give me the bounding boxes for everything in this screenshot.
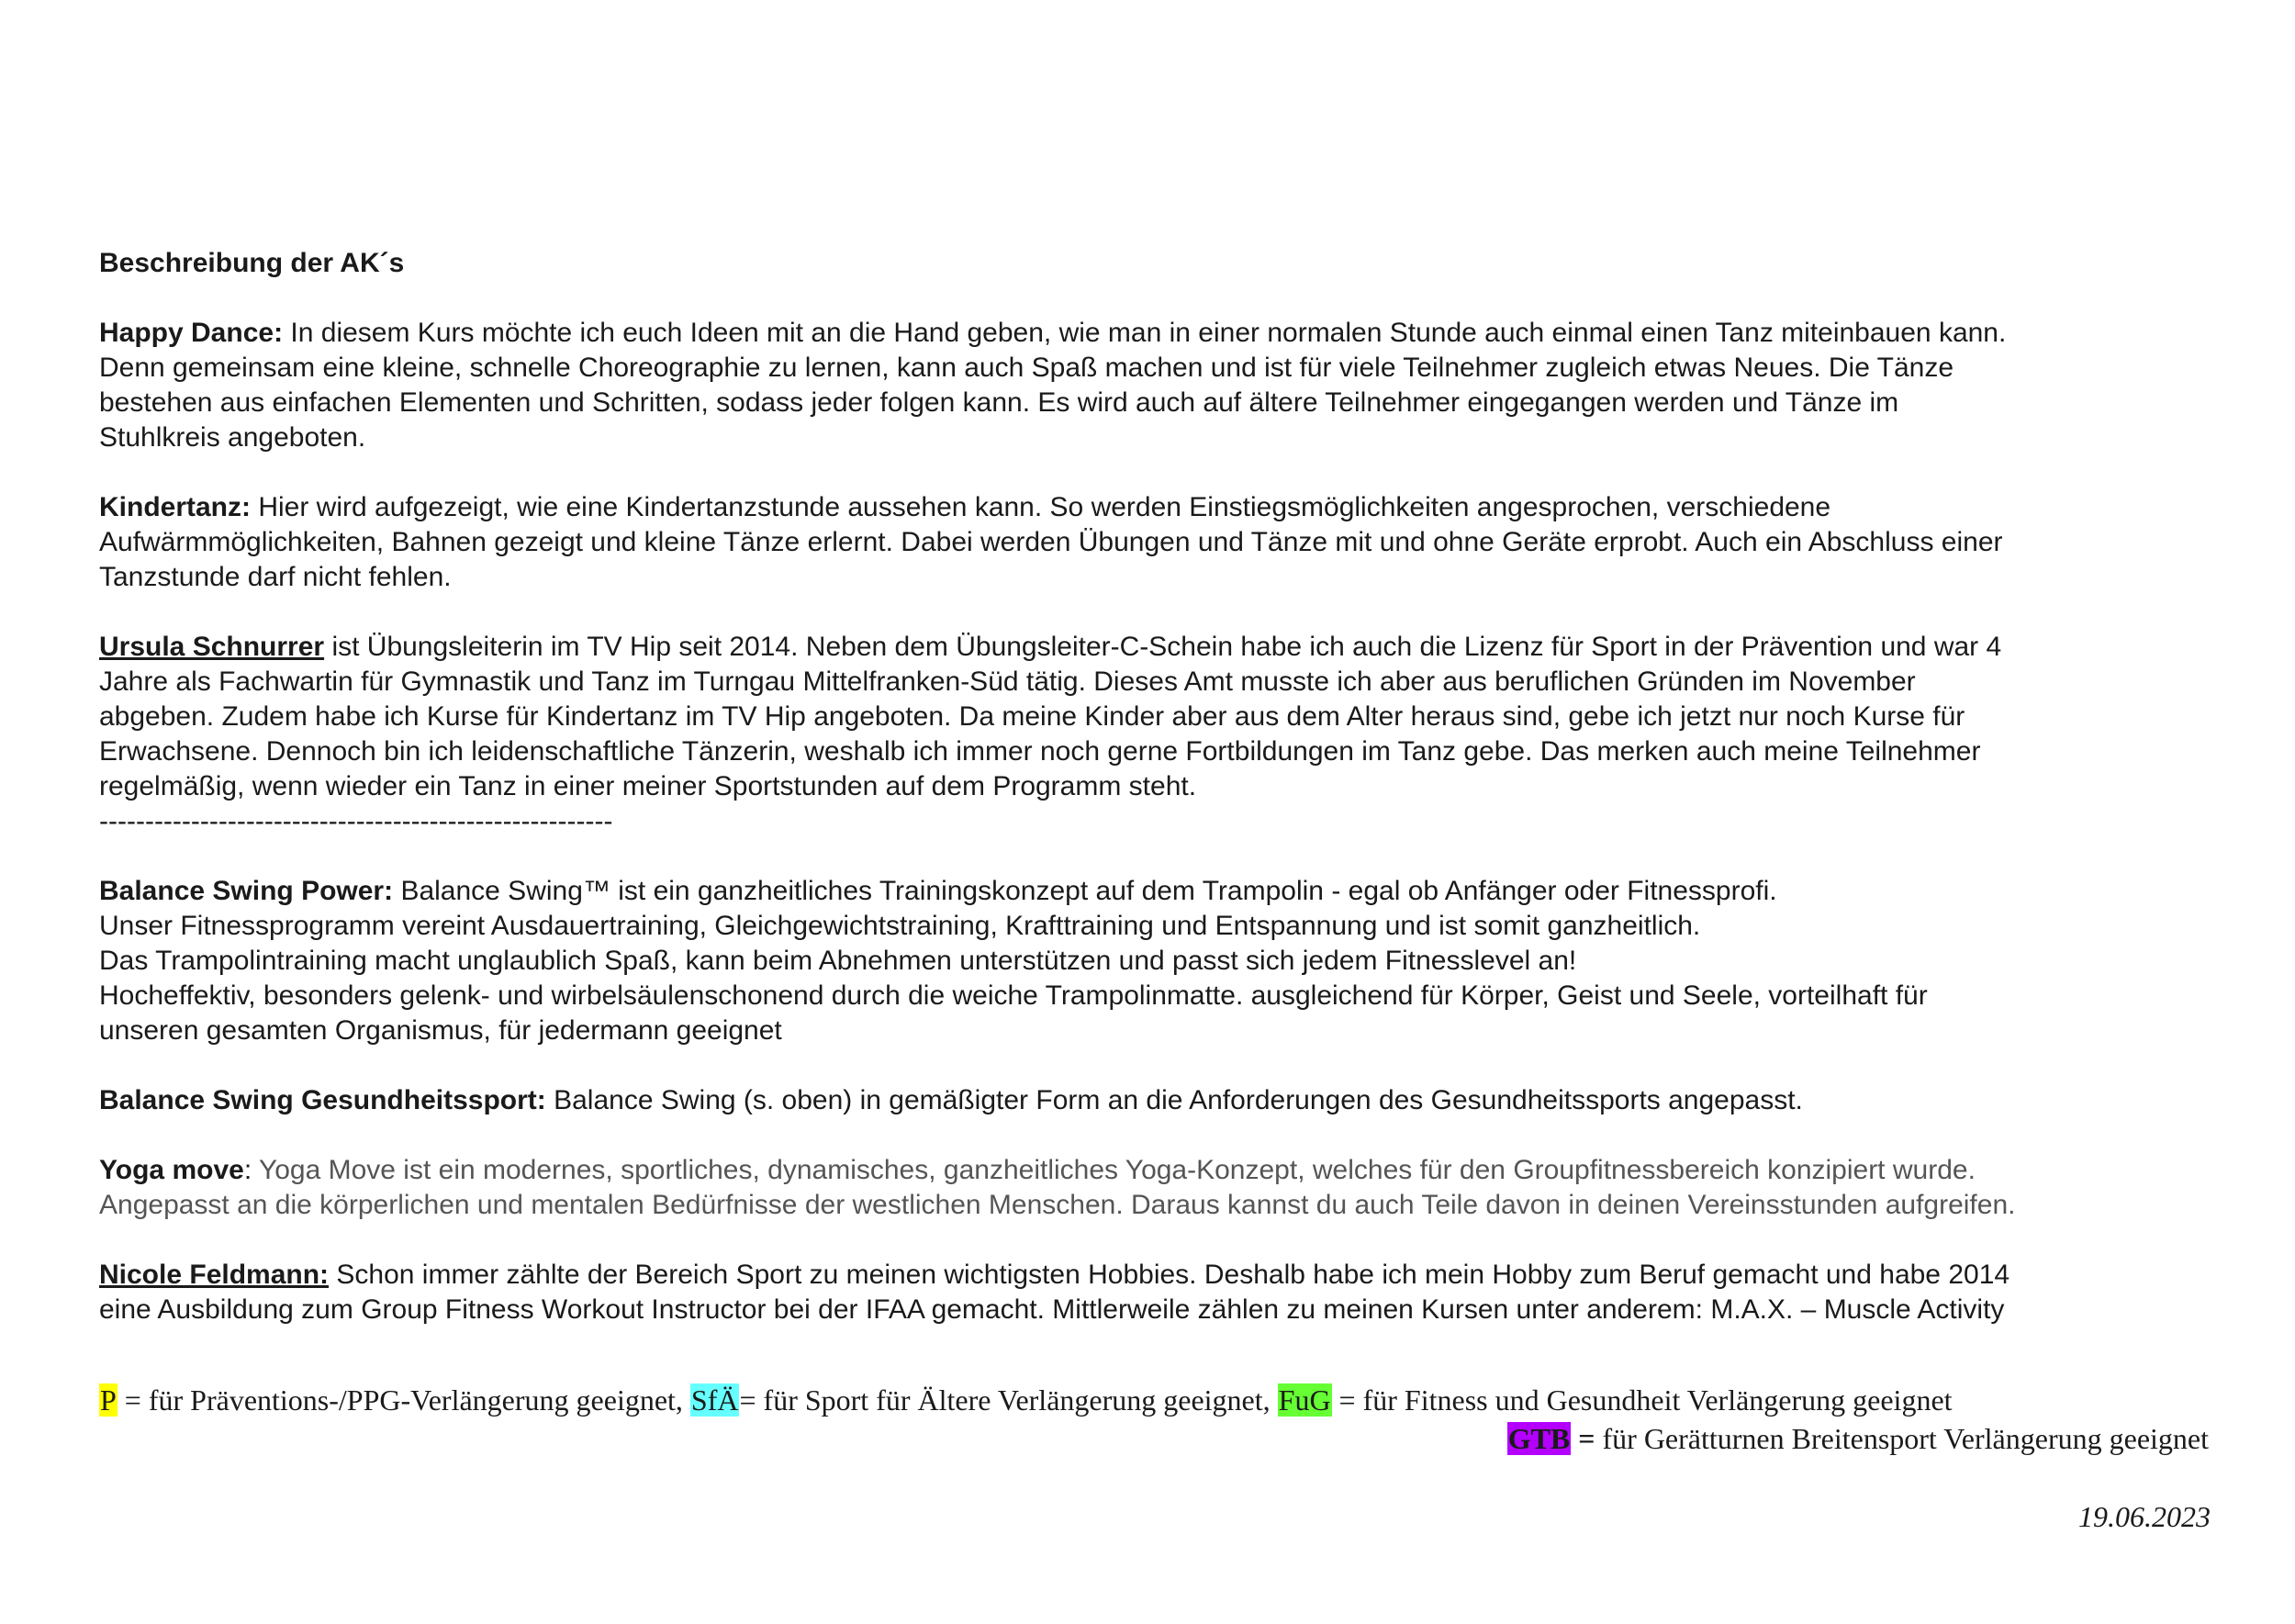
- section-yoga-move: [99, 1153, 2211, 1223]
- instructor-name: Ursula Schnurrer: [99, 632, 325, 662]
- text-line: [99, 316, 2211, 351]
- text-line: bestehen aus einfachen Elementen und Schritten, sodass jeder folgen kann. Es wird auch auf ältere Teilnehmer eingegangen werden und Tänze im: [99, 387, 1899, 418]
- document-body: [99, 246, 2211, 1327]
- legend-text: = für Sport für Ältere Verlängerung geeignet,: [739, 1383, 1278, 1417]
- legend-text: = für Fitness und Gesundheit Verlängerung geeignet: [1331, 1383, 1953, 1417]
- tag-gtb-highlight: GTB: [1507, 1422, 1571, 1455]
- section-text: In diesem Kurs möchte ich euch Ideen mit an die Hand geben, wie man in einer normalen Stunde auch einmal einen Tanz miteinbauen kann.: [290, 318, 2007, 348]
- section-title: Kindertanz:: [99, 492, 251, 522]
- text-line: Erwachsene. Dennoch bin ich leidenschaftliche Tänzerin, weshalb ich immer noch gerne Fortbildungen im Tanz gebe. Das merken auch meine Teilnehmer: [99, 736, 1981, 767]
- text-line: unseren gesamten Organismus, für jedermann geeignet: [99, 1015, 782, 1046]
- text-line: [99, 490, 2211, 525]
- section-title: Yoga move: [99, 1155, 244, 1185]
- text-line: Aufwärmmöglichkeiten, Bahnen gezeigt und kleine Tänze erlernt. Dabei werden Übungen und Tänze mit und ohne Geräte erprobt. Auch ein Abschluss einer: [99, 527, 2003, 557]
- section-nicole-feldmann: [99, 1258, 2211, 1327]
- text-line: [99, 630, 2211, 665]
- text-line: Unser Fitnessprogramm vereint Ausdauertraining, Gleichgewichtstraining, Krafttraining und Entspannung und ist somit ganzheitlich.: [99, 911, 1701, 941]
- section-happy-dance: [99, 316, 2211, 455]
- section-text: Balance Swing (s. oben) in gemäßigter Form an die Anforderungen des Gesundheitssports angepasst.: [554, 1085, 1803, 1115]
- legend-row: [99, 1381, 2209, 1419]
- legend-equals: =: [1571, 1422, 1603, 1455]
- legend-text: = für Präventions-/PPG-Verlängerung geeignet,: [117, 1383, 690, 1417]
- text-line: Das Trampolintraining macht unglaublich Spaß, kann beim Abnehmen unterstützen und passt sich jedem Fitnesslevel an!: [99, 946, 1577, 976]
- text-line: Angepasst an die körperlichen und mentalen Bedürfnisse der westlichen Menschen. Daraus kannst du auch Teile davon in deinen Vereinsstunden aufgreifen.: [99, 1190, 2016, 1220]
- text-line: [99, 1083, 2211, 1118]
- text-line: regelmäßig, wenn wieder ein Tanz in einer meiner Sportstunden auf dem Programm steht.: [99, 771, 1197, 801]
- text-line: Hocheffektiv, besonders gelenk- und wirbelsäulenschonend durch die weiche Trampolinmatte. ausgleichend für Körper, Geist und Seele, vorteilhaft für: [99, 980, 1928, 1011]
- section-kindertanz: [99, 490, 2211, 595]
- section-ursula-schnurrer: [99, 630, 2211, 839]
- section-title: Balance Swing Power:: [99, 876, 394, 906]
- text-line: Tanzstunde darf nicht fehlen.: [99, 562, 452, 592]
- legend-row: [99, 1419, 2209, 1458]
- section-balance-swing-gesundheitssport: [99, 1083, 2211, 1118]
- tag-sfa-highlight: SfÄ: [690, 1383, 739, 1417]
- section-text: Hier wird aufgezeigt, wie eine Kindertanzstunde aussehen kann. So werden Einstiegsmöglichkeiten angesprochen, verschiedene: [258, 492, 1831, 522]
- text-line: [99, 874, 2211, 909]
- text-line: Stuhlkreis angeboten.: [99, 422, 366, 453]
- document-date: 19.06.2023: [2078, 1500, 2211, 1533]
- section-text: Yoga Move ist ein modernes, sportliches, dynamisches, ganzheitliches Yoga-Konzept, welches für den Groupfitnessbereich konzipiert wurde.: [258, 1155, 1976, 1185]
- text-line: [99, 1258, 2211, 1293]
- tag-fug-highlight: FuG: [1278, 1383, 1331, 1417]
- instructor-name: Nicole Feldmann:: [99, 1260, 330, 1290]
- section-text: ist Übungsleiterin im TV Hip seit 2014. Neben dem Übungsleiter-C-Schein habe ich auch die Lizenz für Sport in der Prävention und war 4: [331, 632, 2002, 662]
- section-text: Schon immer zählte der Bereich Sport zu meinen wichtigsten Hobbies. Deshalb habe ich mein Hobby zum Beruf gemacht und habe 2014: [336, 1260, 2010, 1290]
- text-line: eine Ausbildung zum Group Fitness Workout Instructor bei der IFAA gemacht. Mittlerweile zählen zu meinen Kursen unter anderem: M.A.X. – Muscle Activity: [99, 1294, 2005, 1325]
- document-heading: Beschreibung der AK´s: [99, 248, 405, 278]
- text-line: abgeben. Zudem habe ich Kurse für Kindertanz im TV Hip angeboten. Da meine Kinder aber aus dem Alter heraus sind, gebe ich jetzt nur noch Kurse für: [99, 701, 1965, 732]
- section-balance-swing-power: [99, 874, 2211, 1048]
- tag-p-highlight: P: [100, 1383, 117, 1417]
- section-title: Happy Dance:: [99, 318, 284, 348]
- divider-line: --------------------------------------------------------: [99, 806, 613, 836]
- section-colon: :: [243, 1155, 252, 1185]
- text-line: [99, 1153, 2211, 1188]
- text-line: Jahre als Fachwartin für Gymnastik und Tanz im Turngau Mittelfranken-Süd tätig. Dieses Amt musste ich aber aus beruflichen Gründen im November: [99, 666, 1916, 697]
- text-line: Denn gemeinsam eine kleine, schnelle Choreographie zu lernen, kann auch Spaß machen und ist für viele Teilnehmer zugleich etwas Neues. Die Tänze: [99, 353, 1954, 383]
- eligibility-legend: [99, 1381, 2209, 1458]
- section-title: Balance Swing Gesundheitssport:: [99, 1085, 546, 1115]
- legend-text: für Gerätturnen Breitensport Verlängerung geeignet: [1602, 1422, 2209, 1455]
- section-text: Balance Swing™ ist ein ganzheitliches Trainingskonzept auf dem Trampolin - egal ob Anfänger oder Fitnessprofi.: [400, 876, 1777, 906]
